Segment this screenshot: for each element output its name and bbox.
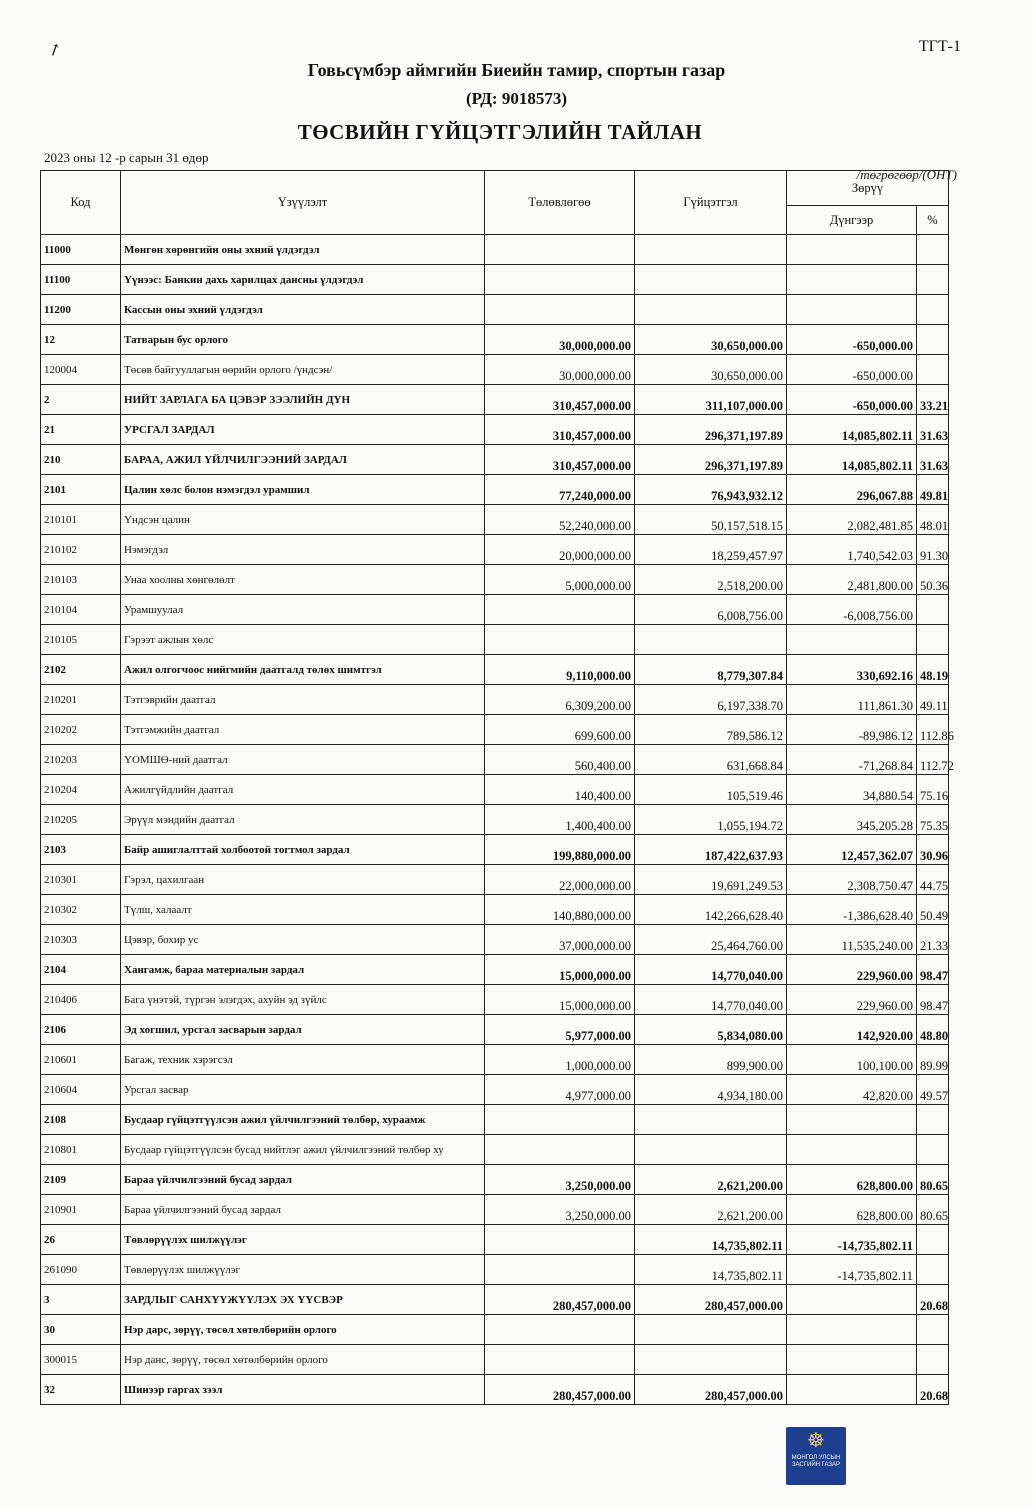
row-plan: 6,309,200.00: [485, 685, 635, 715]
table-row: [41, 595, 949, 625]
row-indicator: Нэмэгдэл: [121, 535, 485, 565]
row-actual: 280,457,000.00: [635, 1375, 787, 1405]
row-variance-percent: [917, 1345, 949, 1375]
row-code: 210203: [41, 745, 121, 775]
row-variance-percent: 31.63: [917, 415, 949, 445]
row-variance-amount: 34,880.54: [787, 775, 917, 805]
row-indicator: Нэр данс, зөрүү, төсөл хөтөлбөрийн орлого: [121, 1345, 485, 1375]
row-variance-amount: [787, 1315, 917, 1345]
row-indicator: Ажил олгогчоос нийгмийн даатгалд төлөх шимтгэл: [121, 655, 485, 685]
row-plan: 3,250,000.00: [485, 1165, 635, 1195]
row-actual: 76,943,932.12: [635, 475, 787, 505]
row-plan: 15,000,000.00: [485, 985, 635, 1015]
row-code: 210: [41, 445, 121, 475]
row-variance-amount: -14,735,802.11: [787, 1255, 917, 1285]
row-actual: 142,266,628.40: [635, 895, 787, 925]
table-row: [41, 865, 949, 895]
row-variance-amount: [787, 1285, 917, 1315]
row-indicator: Эрүүл мэндийн даатгал: [121, 805, 485, 835]
row-actual: 631,668.84: [635, 745, 787, 775]
header-code: Код: [41, 171, 121, 235]
row-indicator: Байр ашиглалттай холбоотой тогтмол зардал: [121, 835, 485, 865]
row-plan: [485, 1255, 635, 1285]
row-indicator: Цэвэр, бохир ус: [121, 925, 485, 955]
row-actual: 6,008,756.00: [635, 595, 787, 625]
row-plan: 15,000,000.00: [485, 955, 635, 985]
row-variance-amount: [787, 1105, 917, 1135]
row-plan: 280,457,000.00: [485, 1375, 635, 1405]
row-variance-percent: 48.80: [917, 1015, 949, 1045]
row-code: 2106: [41, 1015, 121, 1045]
row-variance-amount: 2,082,481.85: [787, 505, 917, 535]
row-indicator: Бараа үйлчилгээний бусад зардал: [121, 1165, 485, 1195]
organization-name: Говьсүмбэр аймгийн Биеийн тамир, спортын газар: [307, 60, 726, 80]
row-variance-amount: 42,820.00: [787, 1075, 917, 1105]
row-actual: 1,055,194.72: [635, 805, 787, 835]
row-variance-amount: 229,960.00: [787, 985, 917, 1015]
row-code: 210604: [41, 1075, 121, 1105]
row-code: 210601: [41, 1045, 121, 1075]
row-code: 210204: [41, 775, 121, 805]
row-variance-percent: 20.68: [917, 1285, 949, 1315]
report-body: [41, 235, 954, 1405]
table-row: [41, 475, 949, 505]
row-indicator: Төвлөрүүлэх шилжүүлэг: [121, 1225, 485, 1255]
government-emblem: [786, 1427, 846, 1485]
row-actual: [635, 235, 787, 265]
row-variance-amount: 2,481,800.00: [787, 565, 917, 595]
row-variance-percent: 98.47: [917, 985, 949, 1015]
row-variance-percent: 48.01: [917, 505, 949, 535]
row-plan: 310,457,000.00: [485, 415, 635, 445]
row-variance-amount: [787, 1375, 917, 1405]
row-actual: [635, 265, 787, 295]
row-actual: [635, 625, 787, 655]
table-row: [41, 835, 949, 865]
row-variance-amount: 14,085,802.11: [787, 445, 917, 475]
row-plan: [485, 295, 635, 325]
row-actual: [635, 1105, 787, 1135]
row-indicator: Багаж, техник хэрэгсэл: [121, 1045, 485, 1075]
row-indicator: Бага үнэтэй, түргэн элэгдэх, ахуйн эд зүйлс: [121, 985, 485, 1015]
row-plan: 140,400.00: [485, 775, 635, 805]
row-code: 210801: [41, 1135, 121, 1165]
table-row: [41, 715, 949, 745]
row-plan: [485, 1105, 635, 1135]
row-plan: 3,250,000.00: [485, 1195, 635, 1225]
row-actual: 2,518,200.00: [635, 565, 787, 595]
row-indicator: Нэр дарс, зөрүү, төсөл хөтөлбөрийн орлого: [121, 1315, 485, 1345]
row-indicator: БАРАА, АЖИЛ ҮЙЛЧИЛГЭЭНИЙ ЗАРДАЛ: [121, 445, 485, 475]
row-plan: 20,000,000.00: [485, 535, 635, 565]
row-indicator: УРСГАЛ ЗАРДАЛ: [121, 415, 485, 445]
row-code: 2103: [41, 835, 121, 865]
row-code: 300015: [41, 1345, 121, 1375]
row-variance-percent: 50.49: [917, 895, 949, 925]
row-variance-amount: [787, 1345, 917, 1375]
row-code: 120004: [41, 355, 121, 385]
row-indicator: Тэтгэврийн даатгал: [121, 685, 485, 715]
row-code: 2109: [41, 1165, 121, 1195]
table-row: [41, 1345, 949, 1375]
row-actual: 4,934,180.00: [635, 1075, 787, 1105]
table-row: [41, 445, 949, 475]
row-code: 2101: [41, 475, 121, 505]
row-code: 210202: [41, 715, 121, 745]
table-row: [41, 655, 949, 685]
row-plan: 30,000,000.00: [485, 325, 635, 355]
row-indicator: Кассын оны эхний үлдэгдэл: [121, 295, 485, 325]
row-actual: 19,691,249.53: [635, 865, 787, 895]
row-indicator: Гэрэл, цахилгаан: [121, 865, 485, 895]
row-plan: 560,400.00: [485, 745, 635, 775]
row-plan: [485, 265, 635, 295]
row-indicator: ЗАРДЛЫГ САНХҮҮЖҮҮЛЭХ ЭХ ҮҮСВЭР: [121, 1285, 485, 1315]
row-plan: 5,000,000.00: [485, 565, 635, 595]
row-code: 210406: [41, 985, 121, 1015]
table-row: [41, 895, 949, 925]
table-row: [41, 955, 949, 985]
row-plan: 699,600.00: [485, 715, 635, 745]
row-variance-amount: -1,386,628.40: [787, 895, 917, 925]
row-variance-percent: 20.68: [917, 1375, 949, 1405]
emblem-text-line2: ЗАСГИЙН ГАЗАР: [791, 1462, 841, 1468]
row-variance-percent: 80.65: [917, 1195, 949, 1225]
row-variance-percent: 75.16: [917, 775, 949, 805]
row-actual: 296,371,197.89: [635, 445, 787, 475]
table-row: [41, 925, 949, 955]
table-row: [41, 1105, 949, 1135]
row-variance-percent: 33.21: [917, 385, 949, 415]
table-row: [41, 385, 949, 415]
row-variance-percent: 80.65: [917, 1165, 949, 1195]
budget-report-table: [40, 170, 954, 1405]
header-amount: Дүнгээр: [787, 206, 917, 235]
currency-unit: /төгрөгөөр/(ОНТ): [856, 167, 957, 182]
row-variance-percent: 48.19: [917, 655, 949, 685]
table-row: [41, 1165, 949, 1195]
row-variance-amount: 11,535,240.00: [787, 925, 917, 955]
table-row: [41, 1285, 949, 1315]
table-row: [41, 775, 949, 805]
row-code: 210101: [41, 505, 121, 535]
row-plan: 310,457,000.00: [485, 445, 635, 475]
table-row: [41, 685, 949, 715]
row-code: 2108: [41, 1105, 121, 1135]
row-variance-amount: 628,800.00: [787, 1165, 917, 1195]
row-variance-percent: 49.57: [917, 1075, 949, 1105]
row-actual: 5,834,080.00: [635, 1015, 787, 1045]
row-variance-percent: 50.36: [917, 565, 949, 595]
report-title: ТӨСВИЙН ГҮЙЦЭТГЭЛИЙН ТАЙЛАН: [297, 120, 703, 144]
row-actual: 25,464,760.00: [635, 925, 787, 955]
row-plan: [485, 595, 635, 625]
row-variance-amount: 330,692.16: [787, 655, 917, 685]
table-row: [41, 1045, 949, 1075]
row-variance-percent: 112.86: [917, 715, 949, 745]
row-variance-percent: [917, 235, 949, 265]
row-variance-amount: 100,100.00: [787, 1045, 917, 1075]
row-plan: 9,110,000.00: [485, 655, 635, 685]
row-code: 210205: [41, 805, 121, 835]
row-variance-amount: 14,085,802.11: [787, 415, 917, 445]
row-indicator: Бусдаар гүйцэтгүүлсэн ажил үйлчилгээний төлбөр, хураамж: [121, 1105, 485, 1135]
row-variance-percent: 44.75: [917, 865, 949, 895]
row-variance-amount: -6,008,756.00: [787, 595, 917, 625]
row-variance-amount: 142,920.00: [787, 1015, 917, 1045]
table-row: [41, 1195, 949, 1225]
row-actual: 899,900.00: [635, 1045, 787, 1075]
table-row: [41, 565, 949, 595]
row-actual: 6,197,338.70: [635, 685, 787, 715]
row-indicator: Тэтгэмжийн даатгал: [121, 715, 485, 745]
table-row: [41, 625, 949, 655]
row-plan: 199,880,000.00: [485, 835, 635, 865]
row-code: 210302: [41, 895, 121, 925]
row-actual: [635, 1315, 787, 1345]
row-actual: 14,735,802.11: [635, 1225, 787, 1255]
row-actual: [635, 1345, 787, 1375]
row-actual: 50,157,518.15: [635, 505, 787, 535]
row-plan: 77,240,000.00: [485, 475, 635, 505]
table-row: [41, 1315, 949, 1345]
row-plan: [485, 1135, 635, 1165]
row-indicator: Шинээр гаргах зээл: [121, 1375, 485, 1405]
registration-number: (РД: 9018573): [466, 89, 567, 108]
row-variance-amount: 1,740,542.03: [787, 535, 917, 565]
row-variance-amount: -89,986.12: [787, 715, 917, 745]
header-percent: %: [917, 206, 949, 235]
table-row: [41, 985, 949, 1015]
row-indicator: Бараа үйлчилгээний бусад зардал: [121, 1195, 485, 1225]
row-plan: 30,000,000.00: [485, 355, 635, 385]
row-variance-percent: 98.47: [917, 955, 949, 985]
soyombo-icon: ☸: [807, 1430, 825, 1452]
row-actual: 296,371,197.89: [635, 415, 787, 445]
report-date: 2023 оны 12 -р сарын 31 өдөр: [44, 150, 209, 165]
row-variance-percent: [917, 295, 949, 325]
row-variance-amount: -650,000.00: [787, 325, 917, 355]
table-row: [41, 1075, 949, 1105]
row-code: 2: [41, 385, 121, 415]
row-code: 210201: [41, 685, 121, 715]
row-code: 210303: [41, 925, 121, 955]
row-indicator: Татварын бус орлого: [121, 325, 485, 355]
row-actual: 30,650,000.00: [635, 355, 787, 385]
row-indicator: Эд хогшил, урсгал засварын зардал: [121, 1015, 485, 1045]
row-actual: [635, 1135, 787, 1165]
row-code: 32: [41, 1375, 121, 1405]
row-indicator: Урсгал засвар: [121, 1075, 485, 1105]
row-variance-percent: 89.99: [917, 1045, 949, 1075]
row-variance-percent: [917, 1255, 949, 1285]
row-indicator: Үүнээс: Банкин дахь харилцах дансны үлдэгдэл: [121, 265, 485, 295]
row-variance-amount: 628,800.00: [787, 1195, 917, 1225]
row-plan: 1,000,000.00: [485, 1045, 635, 1075]
handwritten-mark: ↗: [45, 39, 65, 61]
table-row: [41, 295, 949, 325]
row-actual: 187,422,637.93: [635, 835, 787, 865]
row-plan: [485, 1345, 635, 1375]
row-actual: 311,107,000.00: [635, 385, 787, 415]
row-code: 12: [41, 325, 121, 355]
row-indicator: Цалин хөлс болон нэмэгдэл урамшил: [121, 475, 485, 505]
row-indicator: Үндсэн цалин: [121, 505, 485, 535]
row-code: 210105: [41, 625, 121, 655]
row-code: 11100: [41, 265, 121, 295]
row-plan: 310,457,000.00: [485, 385, 635, 415]
row-indicator: Бусдаар гүйцэтгүүлсэн бусад нийтлэг ажил үйлчилгээний төлбөр ху: [121, 1135, 485, 1165]
row-variance-percent: 112.72: [917, 745, 949, 775]
row-indicator: Урамшуулал: [121, 595, 485, 625]
row-variance-amount: 296,067.88: [787, 475, 917, 505]
row-variance-amount: [787, 265, 917, 295]
row-variance-percent: [917, 355, 949, 385]
row-plan: 37,000,000.00: [485, 925, 635, 955]
row-code: 30: [41, 1315, 121, 1345]
row-code: 11000: [41, 235, 121, 265]
row-variance-amount: -650,000.00: [787, 355, 917, 385]
row-actual: 30,650,000.00: [635, 325, 787, 355]
row-variance-percent: 75.35: [917, 805, 949, 835]
row-variance-percent: 49.81: [917, 475, 949, 505]
row-indicator: ҮОМШӨ-ний даатгал: [121, 745, 485, 775]
row-variance-percent: [917, 625, 949, 655]
row-indicator: Унаа хоолны хөнгөлөлт: [121, 565, 485, 595]
row-variance-percent: 21.33: [917, 925, 949, 955]
row-plan: [485, 1225, 635, 1255]
row-variance-percent: 30.96: [917, 835, 949, 865]
row-actual: 2,621,200.00: [635, 1195, 787, 1225]
row-plan: 52,240,000.00: [485, 505, 635, 535]
row-plan: 5,977,000.00: [485, 1015, 635, 1045]
row-code: 21: [41, 415, 121, 445]
table-row: [41, 1015, 949, 1045]
header-variance: Зөрүү: [787, 171, 949, 206]
row-plan: 4,977,000.00: [485, 1075, 635, 1105]
row-actual: 2,621,200.00: [635, 1165, 787, 1195]
row-variance-percent: [917, 1225, 949, 1255]
row-actual: 280,457,000.00: [635, 1285, 787, 1315]
row-variance-percent: 91.30: [917, 535, 949, 565]
table-row: [41, 1375, 949, 1405]
row-variance-percent: [917, 1135, 949, 1165]
row-code: 210103: [41, 565, 121, 595]
row-plan: 22,000,000.00: [485, 865, 635, 895]
row-actual: 18,259,457.97: [635, 535, 787, 565]
row-code: 3: [41, 1285, 121, 1315]
row-code: 261090: [41, 1255, 121, 1285]
row-variance-amount: -650,000.00: [787, 385, 917, 415]
row-indicator: Мөнгөн хөрөнгийн оны эхний үлдэгдэл: [121, 235, 485, 265]
row-plan: [485, 235, 635, 265]
row-code: 11200: [41, 295, 121, 325]
row-variance-amount: 2,308,750.47: [787, 865, 917, 895]
table-row: [41, 805, 949, 835]
row-variance-percent: [917, 1315, 949, 1345]
header-actual: Гүйцэтгэл: [635, 171, 787, 235]
row-variance-amount: 111,861.30: [787, 685, 917, 715]
table-row: [41, 235, 949, 265]
row-variance-percent: [917, 265, 949, 295]
row-indicator: Хангамж, бараа материалын зардал: [121, 955, 485, 985]
row-variance-amount: 229,960.00: [787, 955, 917, 985]
row-indicator: НИЙТ ЗАРЛАГА БА ЦЭВЭР ЗЭЭЛИЙН ДҮН: [121, 385, 485, 415]
row-variance-amount: 345,205.28: [787, 805, 917, 835]
row-variance-percent: 31.63: [917, 445, 949, 475]
row-code: 2104: [41, 955, 121, 985]
row-indicator: Гэрээт ажлын хөлс: [121, 625, 485, 655]
row-variance-amount: -71,268.84: [787, 745, 917, 775]
row-variance-percent: [917, 1105, 949, 1135]
row-plan: 1,400,400.00: [485, 805, 635, 835]
row-code: 210102: [41, 535, 121, 565]
row-actual: 105,519.46: [635, 775, 787, 805]
row-code: 210901: [41, 1195, 121, 1225]
row-variance-amount: 12,457,362.07: [787, 835, 917, 865]
row-variance-amount: [787, 295, 917, 325]
table-row: [41, 745, 949, 775]
row-variance-amount: -14,735,802.11: [787, 1225, 917, 1255]
row-plan: 140,880,000.00: [485, 895, 635, 925]
row-actual: 14,770,040.00: [635, 985, 787, 1015]
row-actual: 8,779,307.84: [635, 655, 787, 685]
row-variance-percent: 49.11: [917, 685, 949, 715]
row-actual: [635, 295, 787, 325]
table-row: [41, 505, 949, 535]
table-row: [41, 1135, 949, 1165]
row-plan: 280,457,000.00: [485, 1285, 635, 1315]
row-variance-amount: [787, 1135, 917, 1165]
form-code: ТГТ-1: [918, 38, 961, 55]
table-row: [41, 265, 949, 295]
table-row: [41, 325, 949, 355]
emblem-text-line1: МОНГОЛ УЛСЫН: [791, 1455, 841, 1461]
row-indicator: Төсөв байгууллагын өөрийн орлого /үндсэн/: [121, 355, 485, 385]
row-code: 2102: [41, 655, 121, 685]
row-actual: 14,770,040.00: [635, 955, 787, 985]
row-variance-percent: [917, 325, 949, 355]
row-variance-percent: [917, 595, 949, 625]
table-row: [41, 1255, 949, 1285]
table-row: [41, 1225, 949, 1255]
row-code: 210104: [41, 595, 121, 625]
row-indicator: Ажилгүйдлийн даатгал: [121, 775, 485, 805]
header-plan: Төлөвлөгөө: [485, 171, 635, 235]
row-actual: 14,735,802.11: [635, 1255, 787, 1285]
row-code: 26: [41, 1225, 121, 1255]
row-variance-amount: [787, 625, 917, 655]
header-indicator: Үзүүлэлт: [121, 171, 485, 235]
table-row: [41, 355, 949, 385]
table-row: [41, 415, 949, 445]
row-code: 210301: [41, 865, 121, 895]
row-indicator: Түлш, халаалт: [121, 895, 485, 925]
row-variance-amount: [787, 235, 917, 265]
row-plan: [485, 1315, 635, 1345]
row-plan: [485, 625, 635, 655]
row-actual: 789,586.12: [635, 715, 787, 745]
table-row: [41, 535, 949, 565]
row-indicator: Төвлөрүүлэх шилжүүлэг: [121, 1255, 485, 1285]
